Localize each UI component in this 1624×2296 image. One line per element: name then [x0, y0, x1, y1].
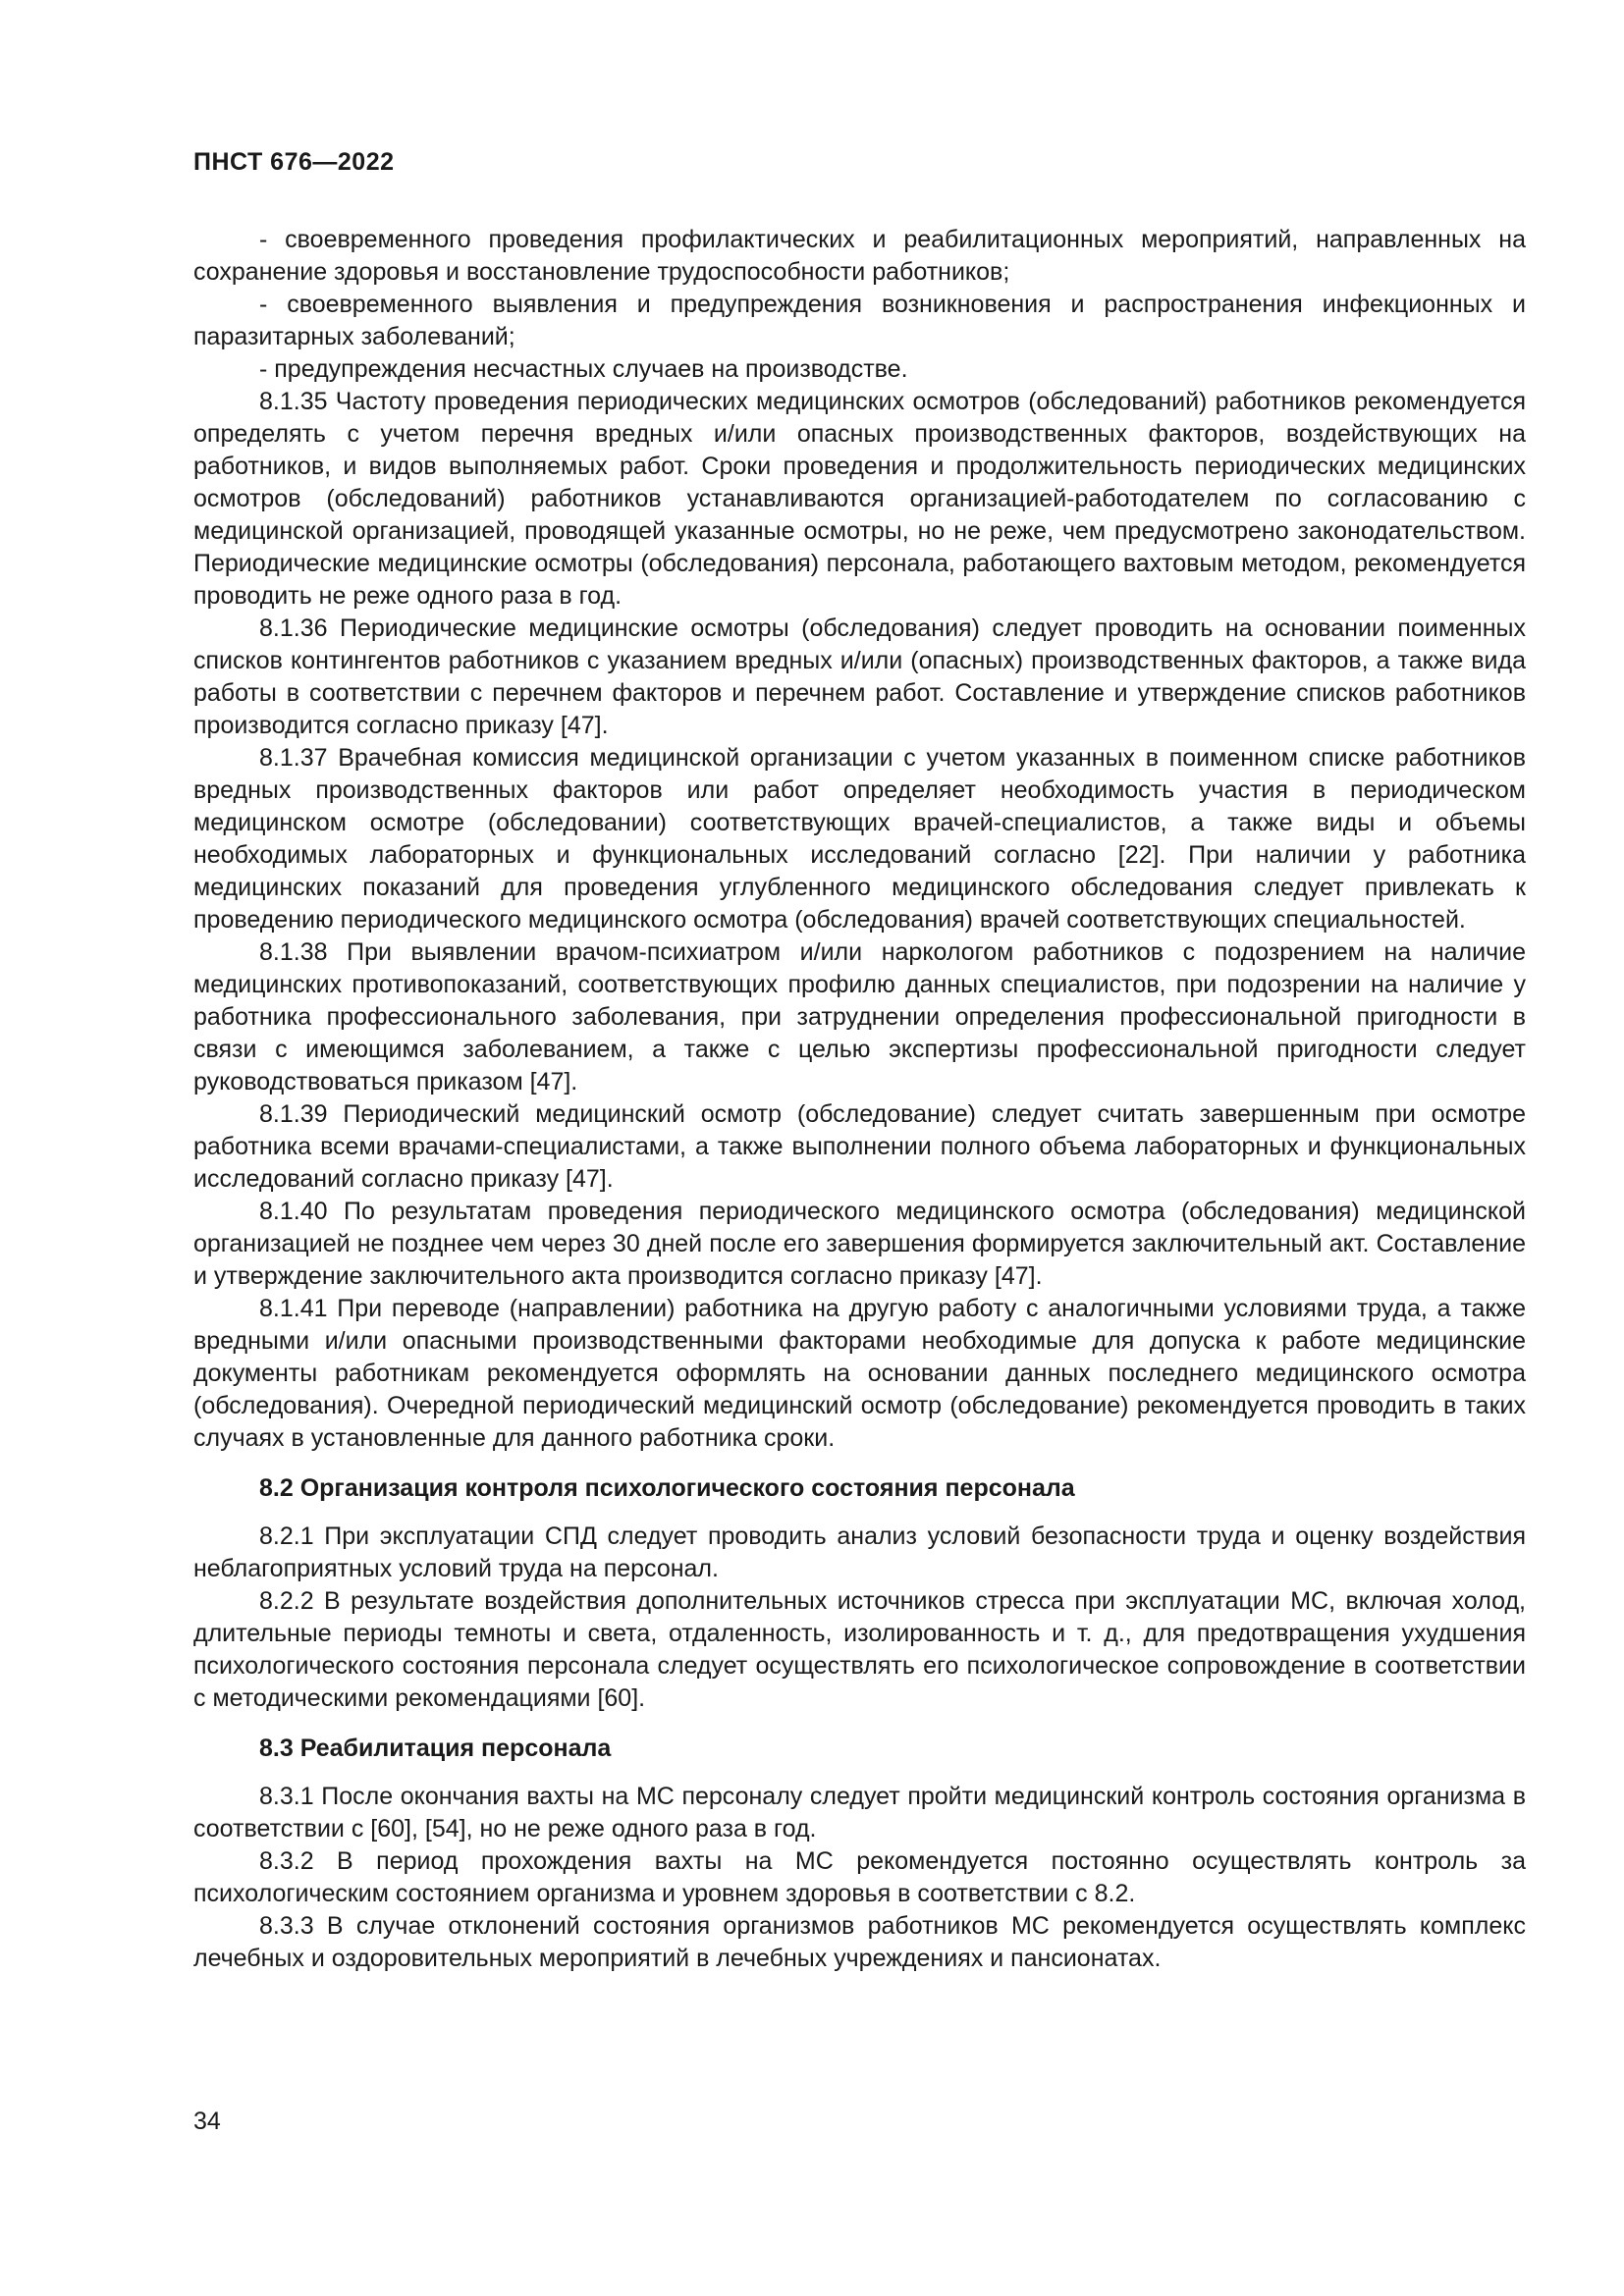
list-item-accidents: - предупреждения несчастных случаев на производстве. [259, 355, 908, 383]
list-item-infection: - своевременного выявления и предупреждения возникновения и распространения инфекционных и паразитарных заболеваний; [193, 291, 1526, 350]
paragraph-8-1-39: 8.1.39 Периодический медицинский осмотр (обследование) следует считать завершенным при осмотре работника всеми врачами-специалистами, а также выполнении полного объема лабораторных и функциональных исследований согласно приказу [47]. [193, 1100, 1526, 1193]
paragraph-8-3-3: 8.3.3 В случае отклонений состояния организмов работников МС рекомендуется осуществлять комплекс лечебных и оздоровительных мероприятий в лечебных учреждениях и пансионатах. [193, 1912, 1526, 1972]
list-item-prophylaxis: - своевременного проведения профилактических и реабилитационных мероприятий, направленных на сохранение здоровья и восстановление трудоспособности работников; [193, 226, 1526, 286]
paragraph-8-1-36: 8.1.36 Периодические медицинские осмотры (обследования) следует проводить на основании поименных списков контингентов работников с указанием вредных и/или (опасных) производственных факторов, а также вида работы в соответствии с перечнем факторов и перечнем работ. Составление и утверждение списков работников производится согласно приказу [47]. [193, 614, 1526, 739]
paragraph-8-1-35: 8.1.35 Частоту проведения периодических медицинских осмотров (обследований) работников рекомендуется определять с учетом перечня вредных и/или опасных производственных факторов, воздействующих на работников, и видов выполняемых работ. Сроки проведения и продолжительность периодических медицинских осмотров (обследований) работников устанавливаются организацией-работодателем по согласованию с медицинской организацией, проводящей указанные осмотры, но не реже, чем предусмотрено законодательством. Периодические медицинские осмотры (обследования) персонала, работающего вахтовым методом, рекомендуется проводить не реже одного раза в год. [193, 388, 1526, 610]
paragraph-8-1-37: 8.1.37 Врачебная комиссия медицинской организации с учетом указанных в поименном списке работников вредных производственных факторов или работ определяет необходимость участия в периодическом медицинском осмотре (обследовании) соответствующих врачей-специалистов, а также виды и объемы необходимых лабораторных и функциональных исследований согласно [22]. При наличии у работника медицинских показаний для проведения углубленного медицинского обследования следует привлекать к проведению периодического медицинского осмотра (обследования) врачей соответствующих специальностей. [193, 744, 1526, 934]
document-code-header: ПНСТ 676—2022 [193, 148, 395, 176]
section-heading-8-2: 8.2 Организация контроля психологического состояния персонала [259, 1474, 1075, 1502]
page-number: 34 [193, 2108, 221, 2135]
paragraph-8-1-41: 8.1.41 При переводе (направлении) работника на другую работу с аналогичными условиями труда, а также вредными и/или опасными производственными факторами необходимые для допуска к работе медицинские документы работникам рекомендуется оформлять на основании данных последнего медицинского осмотра (обследования). Очередной периодический медицинский осмотр (обследование) рекомендуется проводить в таких случаях в установленные для данного работника сроки. [193, 1295, 1526, 1452]
paragraph-8-2-1: 8.2.1 При эксплуатации СПД следует проводить анализ условий безопасности труда и оценку воздействия неблагоприятных условий труда на персонал. [193, 1522, 1526, 1582]
paragraph-8-3-1: 8.3.1 После окончания вахты на МС персоналу следует пройти медицинский контроль состояния организма в соответствии с [60], [54], но не реже одного раза в год. [193, 1783, 1526, 1842]
paragraph-8-3-2: 8.3.2 В период прохождения вахты на МС рекомендуется постоянно осуществлять контроль за психологическим состоянием организма и уровнем здоровья в соответствии с 8.2. [193, 1847, 1526, 1907]
document-body [193, 224, 1526, 1975]
paragraph-8-2-2: 8.2.2 В результате воздействия дополнительных источников стресса при эксплуатации МС, включая холод, длительные периоды темноты и света, отдаленность, изолированность и т. д., для предотвращения ухудшения психологического состояния персонала следует осуществлять его психологическое сопровождение в соответствии с методическими рекомендациями [60]. [193, 1587, 1526, 1712]
paragraph-8-1-38: 8.1.38 При выявлении врачом-психиатром и/или наркологом работников с подозрением на наличие медицинских противопоказаний, соответствующих профилю данных специалистов, при подозрении на наличие у работника профессионального заболевания, при затруднении определения профессиональной пригодности в связи с имеющимся заболеванием, а также с целью экспертизы профессиональной пригодности следует руководствоваться приказом [47]. [193, 938, 1526, 1095]
section-heading-8-3: 8.3 Реабилитация персонала [259, 1735, 612, 1762]
paragraph-8-1-40: 8.1.40 По результатам проведения периодического медицинского осмотра (обследования) медицинской организацией не позднее чем через 30 дней после его завершения формируется заключительный акт. Составление и утверждение заключительного акта производится согласно приказу [47]. [193, 1198, 1526, 1290]
